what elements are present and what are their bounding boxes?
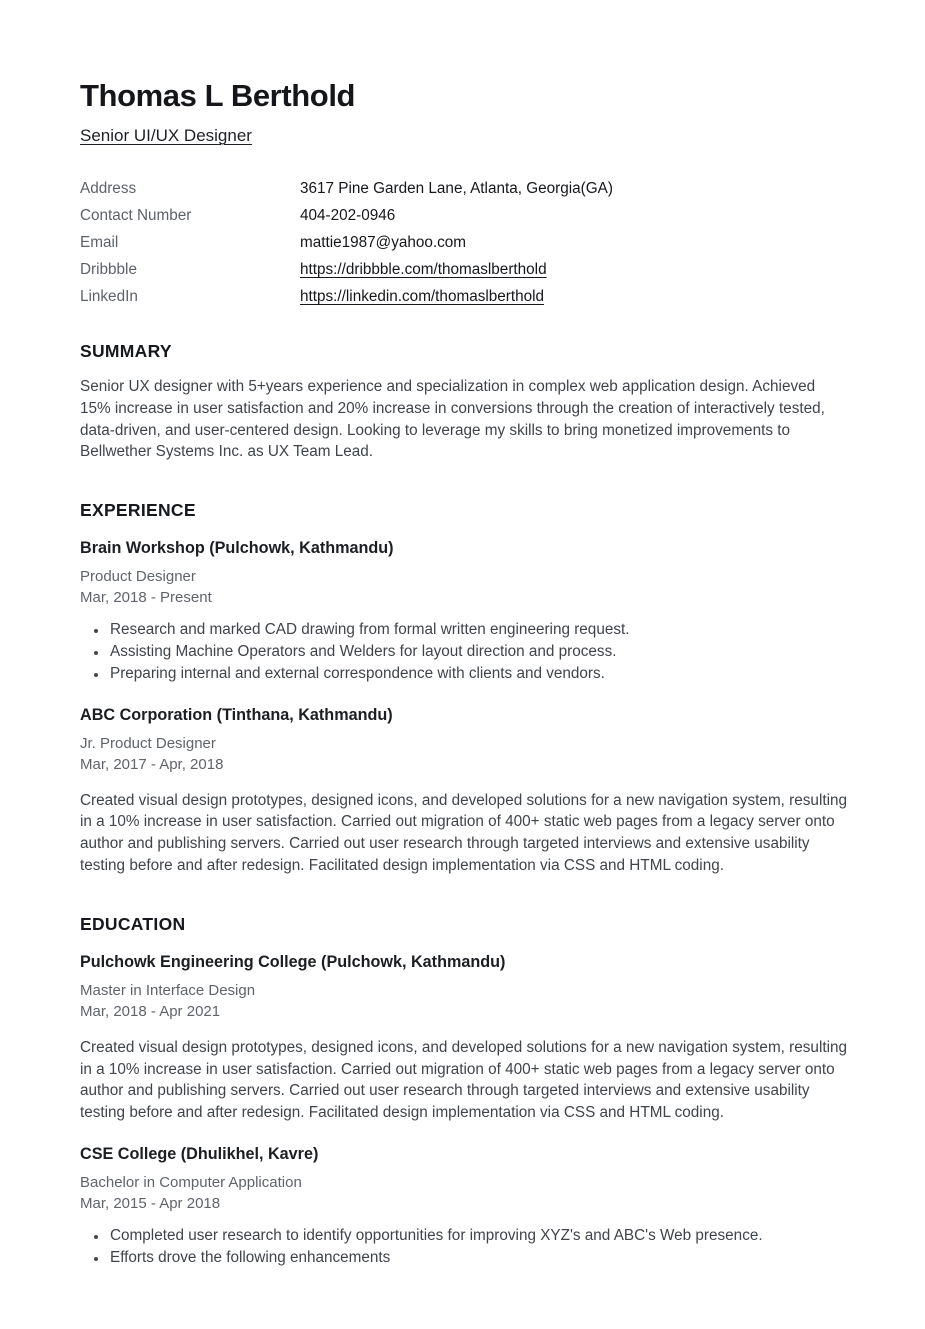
list-item: • Preparing internal and external correspondence with clients and vendors. xyxy=(108,663,847,685)
date-range: Mar, 2017 - Apr, 2018 xyxy=(80,755,224,773)
list-item: • Efforts drove the following enhancements xyxy=(108,1247,847,1269)
section-heading-summary: SUMMARY xyxy=(80,341,172,361)
education-entry-pulchowk xyxy=(80,952,847,1124)
date-range: Mar, 2018 - Present xyxy=(80,589,212,607)
summary-section xyxy=(80,341,847,463)
summary-text: Senior UX designer with 5+years experience and specialization in complex web application design. Achieved 15% increase in user satisfaction and 20% increase in conversions through the creation of interactively tested, data-driven, and user-centered design. Looking to leverage my skills to bring monetized improvements to Bellwether Systems Inc. as UX Team Lead. xyxy=(80,378,825,461)
address-value: 3617 Pine Garden Lane, Atlanta, Georgia(GA) xyxy=(300,180,613,197)
list-item: • Assisting Machine Operators and Welders for layout direction and process. xyxy=(108,641,847,663)
experience-section xyxy=(80,500,847,877)
company-name: Brain Workshop (Pulchowk, Kathmandu) xyxy=(80,539,394,558)
contact-row-address xyxy=(80,179,847,199)
school-name: Pulchowk Engineering College (Pulchowk, Kathmandu) xyxy=(80,952,506,971)
contact-row-phone xyxy=(80,206,847,226)
contact-label: Address xyxy=(80,180,137,197)
date-range: Mar, 2015 - Apr 2018 xyxy=(80,1194,221,1212)
page-title: Thomas L Berthold xyxy=(80,78,356,113)
linkedin-link[interactable]: https://linkedin.com/thomaslberthold xyxy=(300,288,545,305)
school-name: CSE College (Dhulikhel, Kavre) xyxy=(80,1144,319,1163)
company-name: ABC Corporation (Tinthana, Kathmandu) xyxy=(80,705,393,724)
contact-row-linkedin xyxy=(80,287,847,307)
degree-title: Bachelor in Computer Application xyxy=(80,1173,302,1191)
list-item: • Research and marked CAD drawing from formal written engineering request. xyxy=(108,619,847,641)
experience-description: Created visual design prototypes, designed icons, and developed solutions for a new navigation system, resulting in a 10% increase in user satisfaction. Carried out migration of 400+ static web pages from a legacy server onto author and publishing servers. Carried out user research through targeted interviews and extensive usability testing before and after redesign. Facilitated design implementation via CSS and HTML coding. xyxy=(80,791,848,874)
experience-entry-brain-workshop xyxy=(80,538,847,684)
contact-row-email xyxy=(80,233,847,253)
experience-entry-abc-corporation xyxy=(80,705,847,877)
education-description: Created visual design prototypes, designed icons, and developed solutions for a new navigation system, resulting in a 10% increase in user satisfaction. Carried out migration of 400+ static web pages from a legacy server onto author and publishing servers. Carried out user research through targeted interviews and extensive usability testing before and after redesign. Facilitated design implementation via CSS and HTML coding. xyxy=(80,1038,848,1122)
contact-label: Email xyxy=(80,234,119,251)
section-heading-experience: EXPERIENCE xyxy=(80,500,196,521)
date-range: Mar, 2018 - Apr 2021 xyxy=(80,1002,221,1020)
section-heading-education: EDUCATION xyxy=(80,913,186,934)
experience-bullet-list xyxy=(80,619,847,684)
email-value: mattie1987@yahoo.com xyxy=(300,234,467,251)
role-title: Product Designer xyxy=(80,568,196,586)
contact-label: Contact Number xyxy=(80,207,192,224)
contact-label: Dribbble xyxy=(80,261,137,278)
education-bullet-list xyxy=(80,1225,847,1269)
phone-value: 404-202-0946 xyxy=(300,207,396,224)
contact-info xyxy=(80,179,847,307)
education-section xyxy=(80,914,847,1269)
contact-row-dribbble xyxy=(80,260,847,280)
degree-title: Master in Interface Design xyxy=(80,981,256,999)
education-entry-cse-college xyxy=(80,1144,847,1269)
contact-label: LinkedIn xyxy=(80,288,138,305)
job-title: Senior UI/UX Designer xyxy=(80,126,252,145)
dribbble-link[interactable]: https://dribbble.com/thomaslberthold xyxy=(300,261,547,278)
role-title: Jr. Product Designer xyxy=(80,734,216,752)
list-item: • Completed user research to identify opportunities for improving XYZ's and ABC's Web presence. xyxy=(108,1225,847,1247)
